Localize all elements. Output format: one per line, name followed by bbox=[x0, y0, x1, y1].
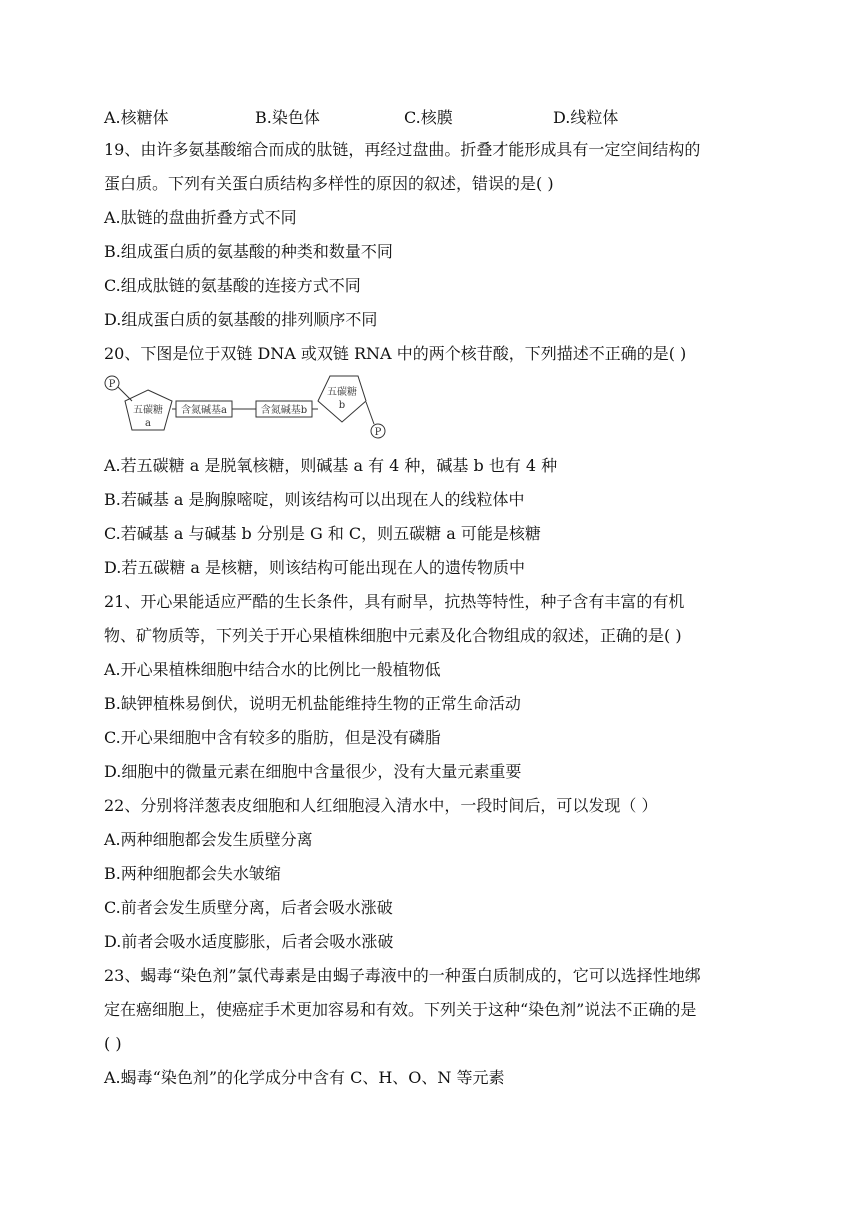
q20-option-b: B.若碱基 a 是胸腺嘧啶，则该结构可以出现在人的线粒体中 bbox=[104, 490, 525, 509]
q23-stem-line1: 23、蝎毒“染色剂”氯代毒素是由蝎子毒液中的一种蛋白质制成的，它可以选择性地绑 bbox=[104, 966, 701, 985]
q19-option-d: D.组成蛋白质的氨基酸的排列顺序不同 bbox=[104, 310, 378, 329]
pentose-b-pentagon bbox=[318, 376, 366, 422]
base-b-label: 含氮碱基b bbox=[260, 405, 308, 416]
q22-option-b: B.两种细胞都会失水皱缩 bbox=[104, 864, 281, 883]
q19-option-b: B.组成蛋白质的氨基酸的种类和数量不同 bbox=[104, 242, 393, 261]
q20-stem: 20、下图是位于双链 DNA 或双链 RNA 中的两个核苷酸，下列描述不正确的是( ) bbox=[104, 344, 687, 363]
q20-option-a: A.若五碳糖 a 是脱氧核糖，则碱基 a 有 4 种，碱基 b 也有 4 种 bbox=[104, 456, 558, 475]
q18-option-a: A.核糖体 bbox=[104, 108, 169, 127]
q23-stem-line2: 定在癌细胞上，使癌症手术更加容易和有效。下列关于这种“染色剂”说法不正确的是 bbox=[104, 1000, 697, 1019]
q21-stem-line1: 21、开心果能适应严酷的生长条件，具有耐旱，抗热等特性，种子含有丰富的有机 bbox=[104, 592, 685, 611]
q19-stem-line1: 19、由许多氨基酸缩合而成的肽链，再经过盘曲。折叠才能形成具有一定空间结构的 bbox=[104, 140, 701, 159]
q18-option-d: D.线粒体 bbox=[553, 108, 619, 127]
q19-stem-line2: 蛋白质。下列有关蛋白质结构多样性的原因的叙述，错误的是( ) bbox=[104, 174, 554, 193]
q19-option-a: A.肽链的盘曲折叠方式不同 bbox=[104, 208, 297, 227]
q21-option-b: B.缺钾植株易倒伏，说明无机盐能维持生物的正常生命活动 bbox=[104, 694, 521, 713]
q21-stem-line2: 物、矿物质等，下列关于开心果植株细胞中元素及化合物组成的叙述，正确的是( ) bbox=[104, 626, 682, 645]
pentose-b-label: 五碳糖 bbox=[327, 387, 357, 398]
pentose-a-letter: a bbox=[145, 418, 151, 429]
phosphate-right-label: P bbox=[374, 427, 382, 438]
q21-option-d: D.细胞中的微量元素在细胞中含量很少，没有大量元素重要 bbox=[104, 762, 522, 781]
q20-option-c: C.若碱基 a 与碱基 b 分别是 G 和 C，则五碳糖 a 可能是核糖 bbox=[104, 524, 541, 543]
q18-option-b: B.染色体 bbox=[255, 108, 320, 127]
q22-option-d: D.前者会吸水适度膨胀，后者会吸水涨破 bbox=[104, 932, 394, 951]
q22-option-c: C.前者会发生质壁分离，后者会吸水涨破 bbox=[104, 898, 393, 917]
q23-option-a: A.蝎毒“染色剂”的化学成分中含有 C、H、O、N 等元素 bbox=[104, 1068, 505, 1087]
q19-option-c: C.组成肽链的氨基酸的连接方式不同 bbox=[104, 276, 361, 295]
q18-options bbox=[104, 105, 744, 125]
q18-option-c: C.核膜 bbox=[404, 108, 453, 127]
nucleotide-diagram bbox=[100, 368, 400, 444]
base-a-label: 含氮碱基a bbox=[181, 405, 227, 416]
phosphate-bond-right bbox=[366, 402, 374, 424]
q21-option-a: A.开心果植株细胞中结合水的比例比一般植物低 bbox=[104, 660, 441, 679]
pentose-a-label: 五碳糖 bbox=[133, 405, 163, 416]
q22-stem: 22、分别将洋葱表皮细胞和人红细胞浸入清水中，一段时间后，可以发现（ ） bbox=[104, 796, 658, 815]
q23-stem-line3: ( ) bbox=[104, 1034, 122, 1053]
pentose-b-letter: b bbox=[338, 400, 346, 411]
q20-option-d: D.若五碳糖 a 是核糖，则该结构可能出现在人的遗传物质中 bbox=[104, 558, 526, 577]
q22-option-a: A.两种细胞都会发生质壁分离 bbox=[104, 830, 313, 849]
q21-option-c: C.开心果细胞中含有较多的脂肪，但是没有磷脂 bbox=[104, 728, 441, 747]
phosphate-left-label: P bbox=[108, 379, 116, 390]
